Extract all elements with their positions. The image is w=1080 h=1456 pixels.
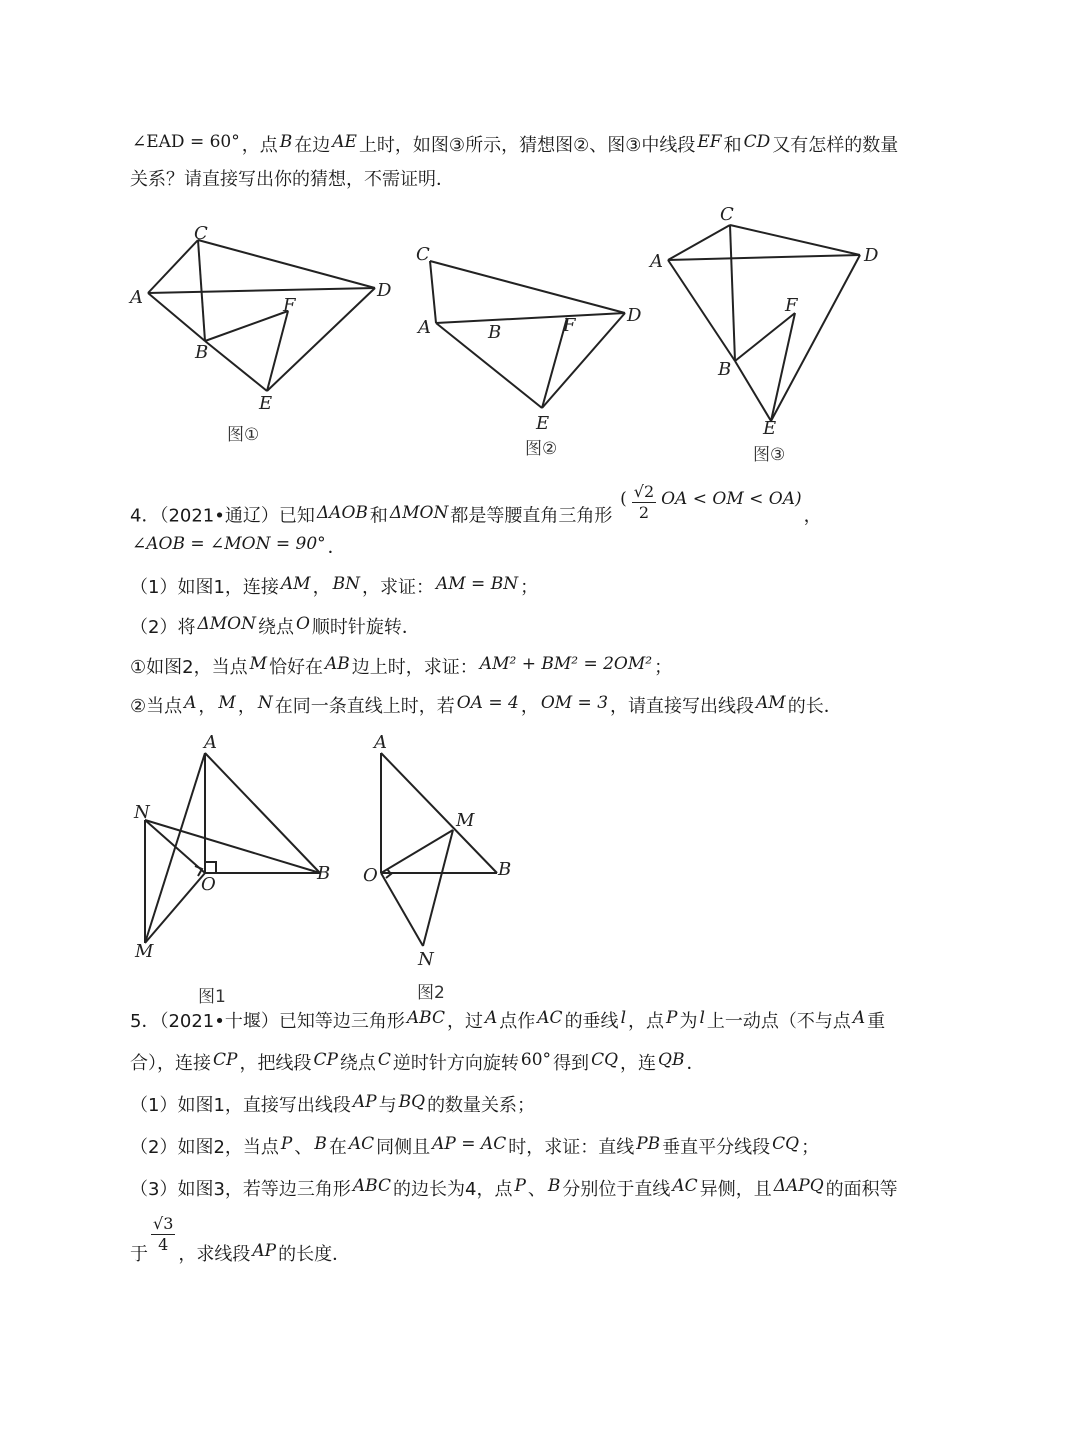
- figure-q4-1-caption: 图1: [198, 987, 226, 1007]
- label-F: F: [563, 315, 576, 336]
- q5-part-1: （1）如图1，直接写出线段 AP 与 BQ 的数量关系；: [130, 1092, 536, 1116]
- label-B: B: [718, 359, 732, 380]
- label-N: N: [134, 802, 150, 823]
- label-E: E: [536, 413, 550, 434]
- label-E: E: [259, 393, 273, 414]
- label-B: B: [195, 342, 209, 363]
- label-C: C: [720, 204, 734, 225]
- q4-sub-1: ①如图2，当点 M 恰好在 AB 边上时，求证： AM² + BM² = 2OM² ；: [130, 654, 673, 678]
- q4-condition: ( $\frac{√2}{2}$ OA < OM < OA): [620, 482, 802, 522]
- label-C: C: [416, 244, 430, 265]
- label-F: F: [283, 295, 296, 316]
- intro-line-1: ∠EAD = 60° ，点 B 在边 AE 上时，如图③所示，猜想图②、图③中线段 EF 和 CD 又有怎样的数量: [132, 132, 899, 156]
- q4-line-2: ∠AOB = ∠MON = 90° ．: [132, 534, 346, 558]
- sqrt2-over-2: $\frac{√2}{2}$: [633, 482, 655, 522]
- label-B: B: [488, 322, 502, 343]
- q5-line-1: 5．（2021•十堰）已知等边三角形 ABC ，过 A 点作 AC 的垂线 l ，点 P 为 l 上一动点（不与点 A 重: [130, 1008, 886, 1032]
- q5-part-2: （2）如图2，当点 P 、 B 在 AC 同侧且 AP = AC 时，求证：直线 PB 垂直平分线段 CQ ；: [130, 1134, 820, 1158]
- label-A: A: [374, 732, 387, 753]
- figure-q4-1-diagram: [133, 732, 330, 962]
- figure-2-caption: 图②: [525, 439, 558, 459]
- q5-part-3: （3）如图3，若等边三角形 ABC 的边长为4，点 P 、 B 分别位于直线 AC 异侧，且 ΔAPQ 的面积等: [130, 1176, 898, 1200]
- label-E: E: [763, 418, 777, 439]
- label-O: O: [363, 865, 378, 886]
- label-B: B: [498, 859, 512, 880]
- label-M: M: [456, 810, 475, 831]
- label-D: D: [377, 280, 392, 301]
- q4-sub-2: ②当点 A ， M ， N 在同一条直线上时，若 OA = 4 ， OM = 3 ，请直接写出线段 AM 的长．: [130, 693, 842, 717]
- figure-1-diagram: [128, 223, 392, 414]
- label-A: A: [204, 732, 217, 753]
- angle-ead: ∠EAD = 60°: [132, 132, 240, 152]
- label-D: D: [864, 245, 879, 266]
- figure-q4-2-diagram: [363, 732, 511, 968]
- figure-2-diagram: [416, 244, 642, 434]
- label-A: A: [650, 251, 663, 272]
- q5-line-2: 合），连接 CP ，把线段 CP 绕点 C 逆时针方向旋转 60° 得到 CQ ，连 QB ．: [130, 1050, 705, 1074]
- q5-part-3-cont: 于 $\frac{√3}{4}$ ，求线段 AP 的长度．: [130, 1214, 351, 1265]
- q4-part-2: （2）将 ΔMON 绕点 O 顺时针旋转．: [130, 614, 420, 638]
- figure-3-caption: 图③: [753, 445, 786, 465]
- label-N: N: [418, 949, 434, 968]
- figure-group-2: [125, 728, 545, 968]
- label-C: C: [194, 223, 208, 244]
- figure-q4-2-caption: 图2: [417, 983, 445, 1003]
- label-B: B: [317, 863, 331, 884]
- intro-line-2: 关系？请直接写出你的猜想，不需证明．: [130, 169, 454, 190]
- label-A: A: [418, 317, 431, 338]
- label-O: O: [201, 874, 216, 895]
- label-A: A: [130, 287, 143, 308]
- figure-3-diagram: [648, 204, 879, 439]
- triangle-figures: [125, 728, 545, 968]
- label-F: F: [785, 295, 798, 316]
- label-D: D: [627, 305, 642, 326]
- label-M: M: [135, 941, 154, 962]
- q4-line-1: 4．（2021•通辽）已知 ΔAOB 和 ΔMON 都是等腰直角三角形 ( $\frac{√2}{2}$ OA < OM < OA)，: [130, 482, 822, 527]
- sqrt3-over-4: $\frac{√3}{4}$: [153, 1214, 174, 1254]
- q4-part-1: （1）如图1，连接 AM ， BN ，求证： AM = BN ；: [130, 574, 539, 598]
- figure-1-caption: 图①: [227, 425, 260, 445]
